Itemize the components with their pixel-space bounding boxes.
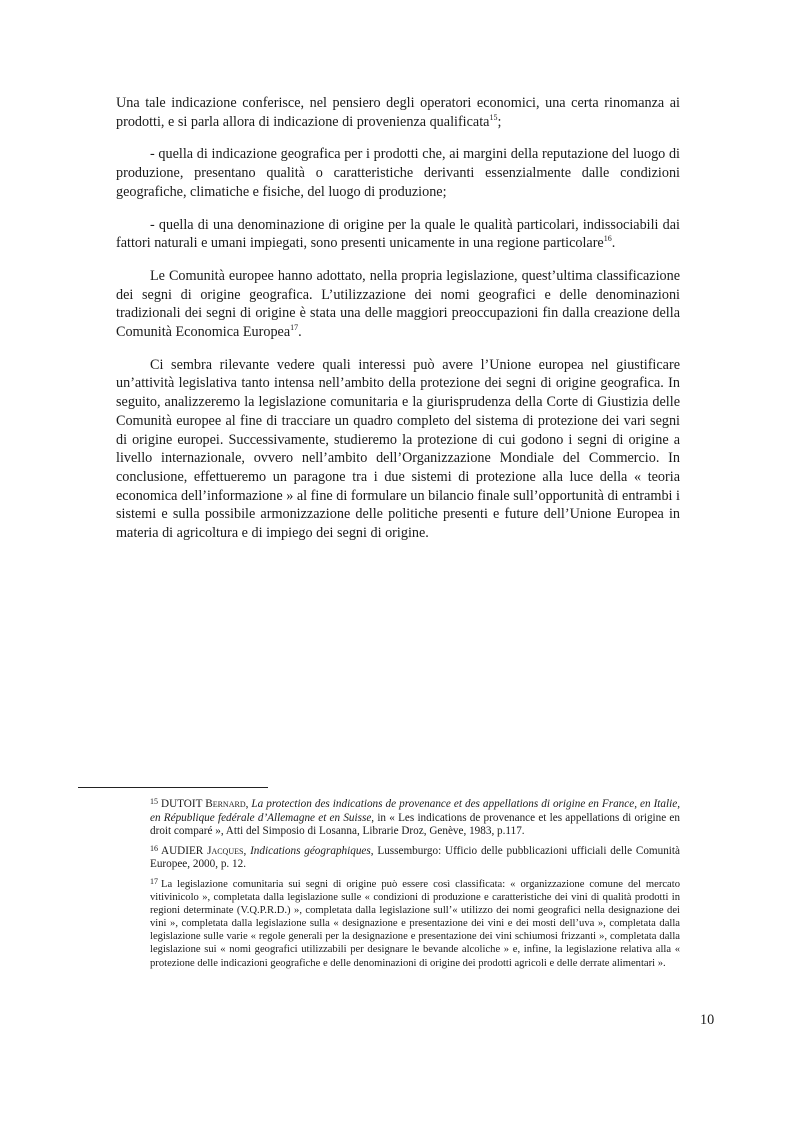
- footnote-author: DUTOIT Bernard,: [161, 798, 252, 810]
- footnote-citation: , Lussemburgo: Ufficio delle pubblicazioni ufficiali delle Comunità Europee, 2000, p. 12.: [150, 844, 680, 871]
- paragraph-3: - quella di una denominazione di origine per la quale le qualità particolari, indissociabili dai fattori naturali e umani impiegati, sono presenti unicamente in una regione particolare$^{16}$.: [116, 216, 680, 252]
- footnote-citation: , in « Les indications de provenance et les appellations di origine en droit comparé », Atti del Simposio di Losanna, Librarie Droz, Genève, 1983, p.117.: [150, 811, 680, 838]
- footnote-title: La protection des indications de provenance et des appellations di origine en France, en Italie, en République fedérale d’Allemagne et en Suisse: [150, 798, 680, 824]
- page-number: 10: [700, 1012, 715, 1028]
- footnote-ref-16[interactable]: 16: [603, 234, 612, 244]
- footnote-15: [150, 795, 680, 839]
- footnote-number: 17: [150, 876, 158, 886]
- footnote-ref-15[interactable]: 15: [489, 112, 498, 122]
- footnotes: [150, 795, 680, 973]
- paragraph-5: Ci sembra rilevante vedere quali interessi può avere l’Unione europea nel giustificare un’attività legislativa tanto intensa nell’ambito della protezione dei segni di origine geografica. In seguito, analizzeremo la legislazione comunitaria e la giurisprudenza della Corte di Giustizia delle Comunità europee al fine di tracciare un quadro completo del sistema di protezione dei vari segni di origine europei. Successivamente, studieremo la protezione di cui godono i segni di origine a livello internazionale, ovvero nell’ambito dell’Organizzazione Mondiale del Commercio. In conclusione, effettueremo un paragone tra i due sistemi di protezione alla luce della « teoria economica dell’informazione » al fine di formulare un bilancio finale sull’opportunità di entrambi i sistemi e sulla possibile armonizzazione delle politiche presenti e future dell’Unione Europea in materia di agricoltura e di impiego dei segni di origine.: [116, 356, 680, 542]
- paragraph-1: Una tale indicazione conferisce, nel pensiero degli operatori economici, una certa rinomanza ai prodotti, e si parla allora di indicazione di provenienza qualificata$^{15}$;: [116, 95, 680, 130]
- footnote-number: 15: [150, 797, 158, 806]
- footnote-number: 16: [150, 843, 158, 853]
- footnote-text: La legislazione comunitaria sui segni di origine può essere così classificata: « organizzazione comune del mercato vitivinicolo », completata dalla legislazione sulle « condizioni di produzione e caratteristiche dei vini di qualità prodotti in regioni determinate (V.Q.P.R.D.) », completata dalla legislazione sull’« utilizzo dei nomi geografici nella designazione dei vini », completata dalla legislazione sulla « designazione e presentazione dei vini e dei mosti dell’uva », completata dalla legislazione sulle varie « regole generali per la designazione e presentazione dei vini schiumosi frizzanti », completata dalla legislazione sui « nomi geografici utilizzabili per designare le bevande alcoliche » e, infine, la legislazione relativa alla « protezione delle indicazioni geografiche e delle denominazioni di origine dei prodotti agricoli e delle derrate alimentari ».: [150, 878, 680, 969]
- footnote-separator: [78, 787, 268, 788]
- footnote-author: AUDIER Jacques,: [161, 844, 251, 857]
- main-text: [116, 94, 680, 557]
- footnote-16: [150, 842, 680, 872]
- paragraph-4: Le Comunità europee hanno adottato, nella propria legislazione, quest’ultima classificazione dei segni di origine geografica. L’utilizzazione dei nomi geografici e delle denominazioni tradizionali dei segni di origine è stata una delle maggiori preoccupazioni fin dalla creazione della Comunità Economica Europea$^{17}$.: [116, 267, 680, 341]
- footnote-title: Indications géographiques: [250, 844, 371, 857]
- footnote-ref-17[interactable]: 17: [290, 323, 299, 333]
- paragraph-2: - quella di indicazione geografica per i prodotti che, ai margini della reputazione del luogo di produzione, presentano qualità o caratteristiche derivanti essenzialmente dalle condizioni geografiche, climatiche e fisiche, del luogo di produzione;: [116, 146, 680, 200]
- footnote-17: [150, 875, 680, 970]
